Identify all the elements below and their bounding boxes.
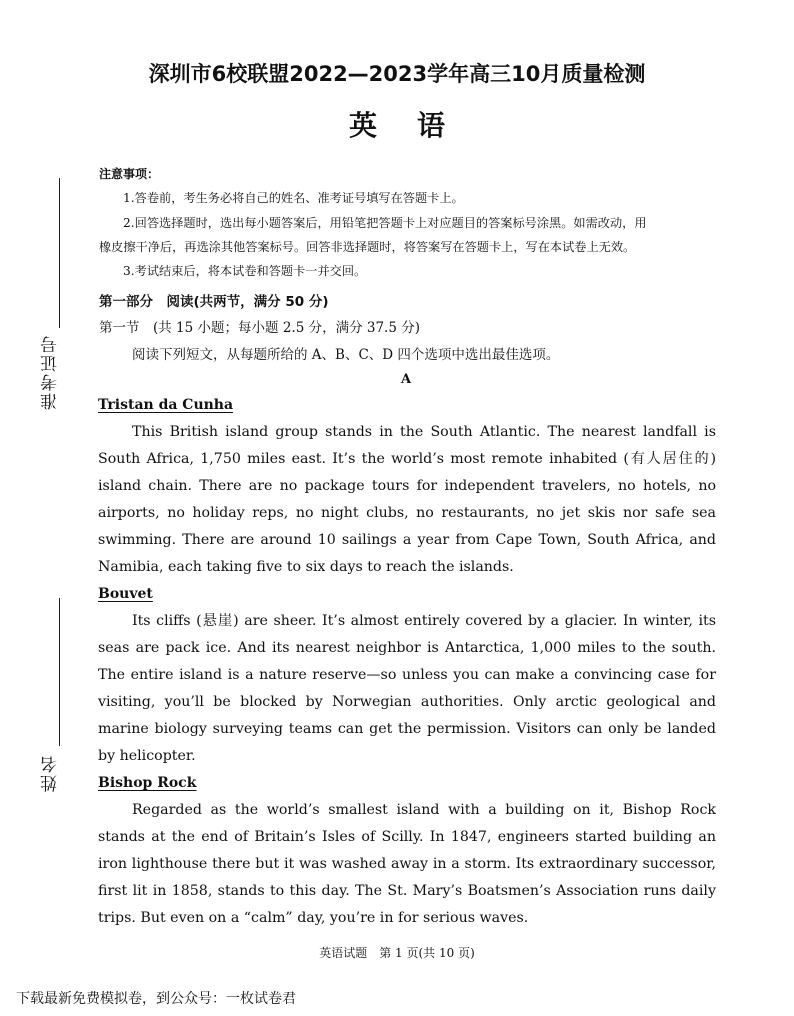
- notice-item: 3.考试结束后，将本试卷和答题卡一并交回。: [123, 264, 367, 279]
- notice-block: [99, 162, 729, 283]
- page-footer: 英语试题 第 1 页(共 10 页): [319, 946, 475, 960]
- notice-heading: 注意事项：: [99, 167, 160, 181]
- passage-heading: Tristan da Cunha: [98, 397, 234, 413]
- part-heading-text: 第一部分 阅读(共两节，满分 50 分): [99, 294, 329, 310]
- exam-title: 深圳市6校联盟2022—2023学年高三10月质量检测: [148, 62, 646, 86]
- section-heading: 第一节 (共 15 小题；每小题 2.5 分，满分 37.5 分): [99, 320, 420, 336]
- passage-letter: A: [400, 372, 412, 387]
- notice-item: 橡皮擦干净后，再选涂其他答案标号。回答非选择题时，将答案写在答题卡上，写在本试卷上无效。: [99, 239, 636, 254]
- name-label: 姓名: [41, 754, 61, 792]
- passage-paragraph: This British island group stands in the South Atlantic. The nearest landfall is South Africa, 1,750 miles east. It’s the world’s most remote inhabited (有人居住的) island chain. There are no package tours for independent travelers, no hotels, no airports, no holiday reps, no night clubs, no restaurants, no jet skis nor safe sea swimming. There are around 10 sailings a year from Cape Town, South Africa, and Namibia, each taking five to six days to reach the islands.: [98, 424, 716, 575]
- name-line: [59, 598, 60, 746]
- notice-item: 2.回答选择题时，选出每小题答案后，用铅笔把答题卡上对应题目的答案标号涂黑。如需改动，用: [123, 215, 647, 230]
- subject-title: 英语: [348, 109, 485, 142]
- passage-heading: Bouvet: [98, 586, 153, 602]
- passage-paragraph: Regarded as the world’s smallest island with a building on it, Bishop Rock stands at the end of Britain’s Isles of Scilly. In 1847, engineers started building an iron lighthouse there but it was washed away in a storm. Its extraordinary successor, first lit in 1858, stands to this day. The St. Mary’s Boatsmen’s Association runs daily trips. But even on a “calm” day, you’re in for serious waves.: [98, 802, 716, 926]
- passage-heading: Bishop Rock: [98, 775, 197, 791]
- passage-paragraph: Its cliffs (悬崖) are sheer. It’s almost entirely covered by a glacier. In winter, its seas are pack ice. And its nearest neighbor is Antarctica, 1,000 miles to the south. The entire island is a nature reserve—so unless you can make a convincing case for visiting, you’ll be blocked by Norwegian authorities. Only arctic geological and marine biology surveying teams can get the permission. Visitors can only be landed by helicopter.: [98, 613, 716, 764]
- notice-item: 1.答卷前，考生务必将自己的姓名、准考证号填写在答题卡上。: [123, 191, 464, 206]
- exam-id-label: 准考证号: [41, 334, 61, 410]
- part-heading: [99, 290, 329, 310]
- watermark-text: 下载最新免费模拟卷，到公众号：一枚试卷君: [16, 991, 296, 1007]
- exam-id-line: [59, 178, 60, 328]
- instruction: 阅读下列短文，从每题所给的 A、B、C、D 四个选项中选出最佳选项。: [132, 347, 560, 363]
